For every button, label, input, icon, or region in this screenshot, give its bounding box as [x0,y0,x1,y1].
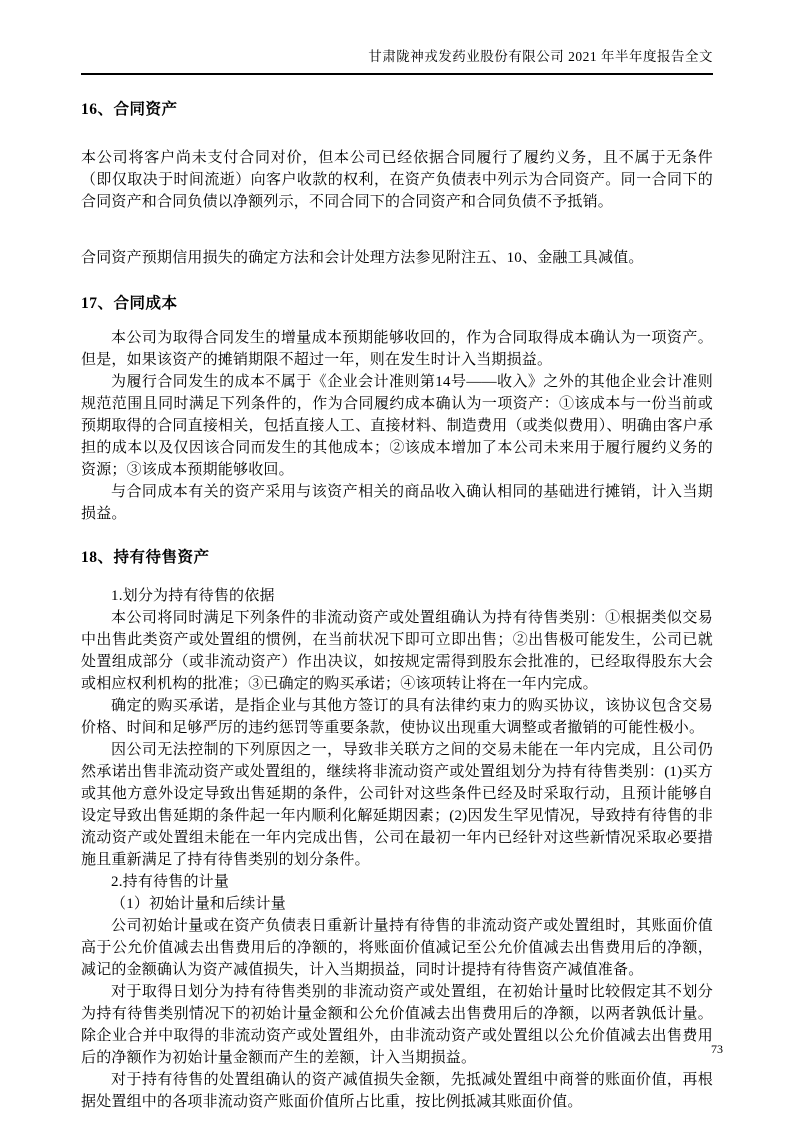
paragraph: 对于取得日划分为持有待售类别的非流动资产或处置组，在初始计量时比较假定其不划分为持有待售类别情况下的初始计量金额和公允价值减去出售费用后的净额，以两者孰低计量。除企业合并中取得的非流动资产或处置组外，由非流动资产或处置组以公允价值减去出售费用后的净额作为初始计量金额而产生的差额，计入当期损益。 [81,984,713,1066]
paragraph: 本公司为取得合同发生的增量成本预期能够收回的，作为合同取得成本确认为一项资产。但是，如果该资产的摊销期限不超过一年，则在发生时计入当期损益。 [81,330,713,368]
paragraph: 本公司将同时满足下列条件的非流动资产或处置组确认为持有待售类别：①根据类似交易中出售此类资产或处置组的惯例，在当前状况下即可立即出售；②出售极可能发生，公司已就处置组成部分（或非流动资产）作出决议，如按规定需得到股东会批准的，已经取得股东大会或相应权利机构的批准；③已确定的购买承诺；④该项转让将在一年内完成。 [81,610,713,692]
page-number: 73 [711,1042,723,1056]
section-heading: 16、合同资产 [81,101,178,118]
page-header: 甘肃陇神戎发药业股份有限公司 2021 年半年度报告全文 [81,48,713,75]
section [81,545,713,1113]
paragraph: 确定的购买承诺，是指企业与其他方签订的具有法律约束力的购买协议，该协议包含交易价格、时间和足够严厉的违约惩罚等重要条款，使协议出现重大调整或者撤销的可能性极小。 [81,698,713,736]
paragraph: 合同资产预期信用损失的确定方法和会计处理方法参见附注五、10、金融工具减值。 [81,250,644,266]
paragraph: 本公司将客户尚未支付合同对价，但本公司已经依据合同履行了履约义务，且不属于无条件（即仅取决于时间流逝）向客户收款的权利，在资产负债表中列示为合同资产。同一合同下的合同资产和合同负债以净额列示，不同合同下的合同资产和合同负债不予抵销。 [81,150,713,210]
document-body [81,97,713,1113]
paragraph: 对于持有待售的处置组确认的资产减值损失金额，先抵减处置组中商誉的账面价值，再根据处置组中的各项非流动资产账面价值所占比重，按比例抵减其账面价值。 [81,1072,713,1110]
paragraph: 因公司无法控制的下列原因之一，导致非关联方之间的交易未能在一年内完成，且公司仍然承诺出售非流动资产或处置组的，继续将非流动资产或处置组划分为持有待售类别：(1)买方或其他方意外设定导致出售延期的条件，公司针对这些条件已经及时采取行动，且预计能够自设定导致出售延期的条件起一年内顺利化解延期因素；(2)因发生罕见情况，导致持有待售的非流动资产或处置组未能在一年内完成出售，公司在最初一年内已经针对这些新情况采取必要措施且重新满足了持有待售类别的划分条件。 [81,742,713,868]
paragraph: 为履行合同发生的成本不属于《企业会计准则第14号——收入》之外的其他企业会计准则规范范围且同时满足下列条件的，作为合同履约成本确认为一项资产：①该成本与一份当前或预期取得的合同直接相关，包括直接人工、直接材料、制造费用（或类似费用）、明确由客户承担的成本以及仅因该合同而发生的其他成本；②该成本增加了本公司未来用于履行履约义务的资源；③该成本预期能够收回。 [81,374,713,478]
section-heading: 17、合同成本 [81,295,178,312]
paragraph: （1）初始计量和后续计量 [111,896,286,912]
paragraph: 2.持有待售的计量 [111,874,230,890]
section [81,291,713,525]
section-heading: 18、持有待售资产 [81,549,210,566]
section [81,97,713,269]
paragraph: 与合同成本有关的资产采用与该资产相关的商品收入确认相同的基础进行摊销，计入当期损益。 [81,484,713,522]
paragraph: 公司初始计量或在资产负债表日重新计量持有待售的非流动资产或处置组时，其账面价值高于公允价值减去出售费用后的净额的，将账面价值减记至公允价值减去出售费用后的净额，减记的金额确认为资产减值损失，计入当期损益，同时计提持有待售资产减值准备。 [81,918,713,978]
paragraph: 1.划分为持有待售的依据 [111,588,275,604]
